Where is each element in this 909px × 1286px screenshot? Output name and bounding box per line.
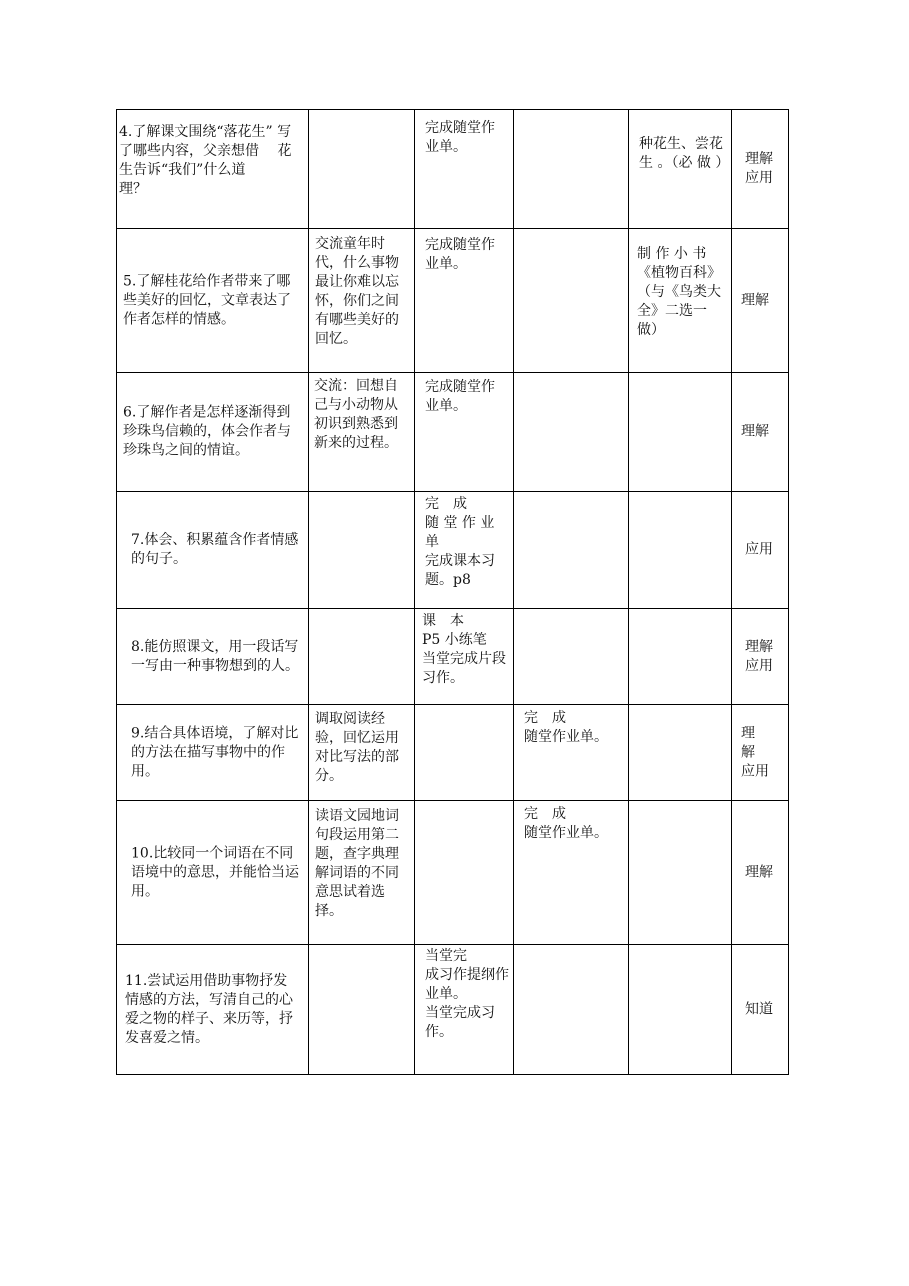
level-text: 理解 — [741, 423, 769, 440]
extension-cell — [628, 945, 731, 1074]
objective-cell — [117, 705, 308, 800]
level-text: 理解 — [741, 292, 769, 308]
table-row — [117, 944, 788, 1074]
in-class-cell — [414, 373, 513, 491]
table-row — [117, 372, 788, 491]
after-class-cell — [513, 609, 628, 704]
in-class-cell — [414, 110, 513, 228]
objective-text: 11.尝试运用借助事物抒发情感的方法，写清自己的心爱之物的样子、来历等，抒发喜爱之情。 — [125, 972, 293, 1046]
level-text: 知道 — [745, 1001, 773, 1017]
in-class-cell — [414, 492, 513, 608]
after-class-cell — [513, 229, 628, 372]
in-class-cell — [414, 609, 513, 704]
objective-text: 5.了解桂花给作者带来了哪些美好的回忆，文章表达了作者怎样的情感。 — [123, 273, 291, 327]
in-class-text: 完成随堂作业单。 — [425, 379, 495, 414]
extension-cell — [628, 609, 731, 704]
objective-text: 4.了解课文围绕“落花生” 写了哪些内容，父亲想借 花生告诉“我们”什么道 理？ — [119, 124, 292, 197]
prior-cell — [308, 229, 414, 372]
table-row — [117, 608, 788, 704]
table-row — [117, 704, 788, 800]
after-class-cell — [513, 705, 628, 800]
level-cell — [731, 492, 788, 608]
extension-cell — [628, 801, 731, 944]
after-class-cell — [513, 492, 628, 608]
after-class-cell — [513, 110, 628, 228]
extension-cell — [628, 705, 731, 800]
extension-text: 制 作 小 书 《植物百科》 （与《鸟类大全》二选一做） — [637, 246, 721, 338]
in-class-text: 完成随堂作业单。 — [425, 237, 495, 272]
prior-cell — [308, 945, 414, 1074]
prior-cell — [308, 609, 414, 704]
level-text: 应用 — [745, 541, 773, 558]
objective-text: 7.体会、积累蕴含作者情感的句子。 — [131, 532, 299, 567]
level-text: 理 解 应用 — [741, 725, 769, 779]
in-class-text: 完成随堂作业单。 — [425, 120, 495, 155]
after-class-cell — [513, 801, 628, 944]
after-class-text: 完 成 随堂作业单。 — [524, 806, 608, 841]
objective-cell — [117, 373, 308, 491]
prior-cell — [308, 492, 414, 608]
in-class-text: 课 本 P5 小练笔 当堂完成片段习作。 — [422, 613, 506, 686]
in-class-cell — [414, 705, 513, 800]
objective-text: 6.了解作者是怎样逐渐得到珍珠鸟信赖的，体会作者与珍珠鸟之间的情谊。 — [123, 404, 291, 459]
after-class-cell — [513, 373, 628, 491]
prior-text: 调取阅读经验，回忆运用对比写法的部分。 — [315, 711, 399, 784]
level-text: 理解 — [745, 864, 773, 880]
extension-text: 种花生、尝花 生 。（必 做 ） — [639, 136, 730, 171]
objective-text: 9.结合具体语境，了解对比的方法在描写事物中的作用。 — [131, 725, 299, 779]
level-cell — [731, 705, 788, 800]
table-row — [117, 110, 788, 228]
prior-cell — [308, 373, 414, 491]
table-row — [117, 228, 788, 372]
objective-text: 10.比较同一个词语在不同语境中的意思，并能恰当运用。 — [131, 845, 299, 899]
extension-cell — [628, 373, 731, 491]
prior-cell — [308, 801, 414, 944]
in-class-text: 完 成 随 堂 作 业 单 完成课本习题。p8 — [425, 496, 495, 588]
objective-cell — [117, 492, 308, 608]
prior-text: 读语文园地词句段运用第二题，查字典理解词语的不同意思试着选择。 — [315, 808, 399, 919]
level-cell — [731, 229, 788, 372]
level-cell — [731, 609, 788, 704]
level-text: 理解 应用 — [745, 638, 773, 674]
level-cell — [731, 801, 788, 944]
objective-cell — [117, 801, 308, 944]
after-class-text: 完 成 随堂作业单。 — [524, 710, 608, 745]
lesson-plan-table — [116, 109, 789, 1075]
in-class-cell — [414, 801, 513, 944]
extension-cell — [628, 110, 731, 228]
level-cell — [731, 110, 788, 228]
prior-text: 交流童年时代，什么事物最让你难以忘怀，你们之间有哪些美好的回忆。 — [315, 236, 399, 347]
level-text: 理解 应用 — [745, 151, 773, 186]
table-row — [117, 491, 788, 608]
objective-cell — [117, 609, 308, 704]
level-cell — [731, 945, 788, 1074]
prior-text: 交流：回想自己与小动物从初识到熟悉到新来的过程。 — [314, 378, 398, 451]
extension-cell — [628, 229, 731, 372]
in-class-text: 当堂完 成习作提纲作业单。 当堂完成习作。 — [425, 948, 509, 1040]
table-row — [117, 800, 788, 944]
objective-cell — [117, 229, 308, 372]
prior-cell — [308, 705, 414, 800]
prior-cell — [308, 110, 414, 228]
objective-cell — [117, 945, 308, 1074]
in-class-cell — [414, 229, 513, 372]
after-class-cell — [513, 945, 628, 1074]
objective-cell — [117, 110, 308, 228]
in-class-cell — [414, 945, 513, 1074]
level-cell — [731, 373, 788, 491]
extension-cell — [628, 492, 731, 608]
objective-text: 8.能仿照课文，用一段话写一写由一种事物想到的人。 — [131, 638, 299, 674]
